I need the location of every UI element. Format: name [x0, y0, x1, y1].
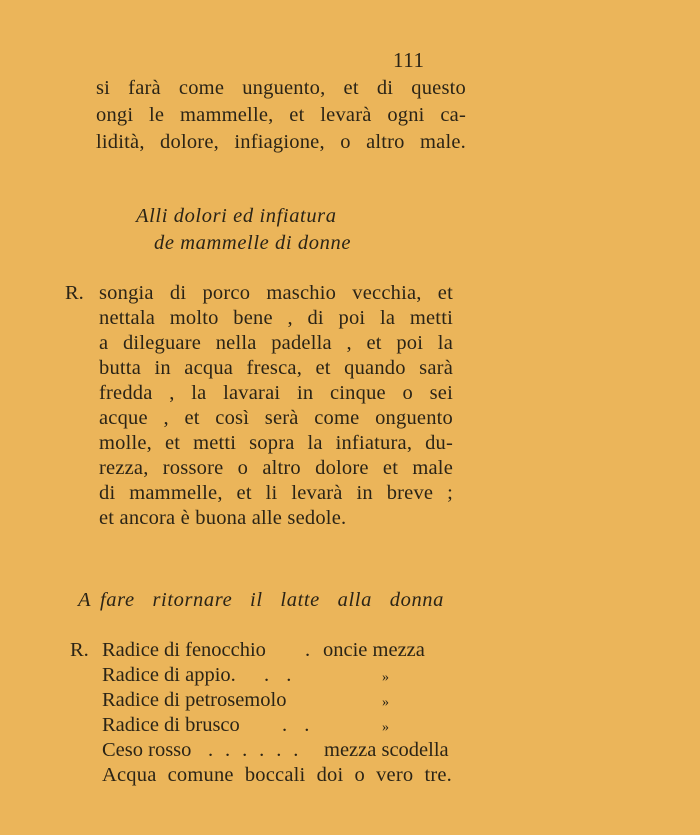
ingredient-name: Radice di fenocchio: [102, 639, 266, 661]
section1-line: acque , et così serà come onguento: [99, 407, 453, 429]
ingredient-dots: . .: [264, 664, 298, 686]
ingredient-name: Ceso rosso: [102, 739, 192, 761]
section2-title: fare ritornare il latte alla donna: [100, 589, 444, 611]
ingredient-dots: .: [305, 639, 311, 661]
ingredient-row: [102, 639, 425, 662]
continuation-line: ongi le mammelle, et levarà ogni ca-: [96, 104, 466, 126]
ingredient-quantity: oncie mezza: [323, 639, 425, 661]
section1-line: molle, et metti sopra la infiatura, du-: [99, 432, 453, 454]
ingredient-quantity: »: [382, 720, 389, 735]
continuation-line: si farà come unguento, et di questo: [96, 77, 466, 99]
section1-line: di mammelle, et li levarà in breve ;: [99, 482, 453, 504]
section1-title-line2: de mammelle di donne: [154, 232, 352, 254]
ingredient-dots: . . . . . .: [208, 739, 302, 761]
ingredient-row: [102, 689, 389, 712]
recipe-marker: R.: [70, 639, 89, 661]
page-number: 111: [393, 48, 425, 72]
section2-title-prefix: A: [78, 589, 92, 611]
section1-line: rezza, rossore o altro dolore et male: [99, 457, 453, 479]
ingredient-dots: . .: [282, 714, 316, 736]
section2-last-line: Acqua comune boccali doi o vero tre.: [102, 764, 452, 786]
ingredient-quantity: »: [382, 670, 389, 685]
section1-line: nettala molto bene , di poi la metti: [99, 307, 453, 329]
ingredient-row: [102, 739, 449, 762]
recipe-marker: R.: [65, 282, 84, 304]
section1-title-line1: Alli dolori ed infiatura: [136, 205, 337, 227]
section1-line: fredda , la lavarai in cinque o sei: [99, 382, 453, 404]
section1-line: et ancora è buona alle sedole.: [99, 507, 347, 529]
continuation-line: lidità, dolore, infiagione, o altro male.: [96, 131, 466, 153]
section1-line: songia di porco maschio vecchia, et: [99, 282, 453, 304]
ingredient-row: [102, 714, 389, 737]
ingredient-quantity: »: [382, 695, 389, 710]
ingredient-name: Radice di appio.: [102, 664, 236, 686]
section1-line: a dileguare nella padella , et poi la: [99, 332, 453, 354]
section1-line: butta in acqua fresca, et quando sarà: [99, 357, 453, 379]
ingredient-quantity: mezza scodella: [324, 739, 449, 761]
ingredient-name: Radice di petrosemolo: [102, 689, 287, 711]
ingredient-name: Radice di brusco: [102, 714, 240, 736]
ingredient-row: [102, 664, 389, 687]
